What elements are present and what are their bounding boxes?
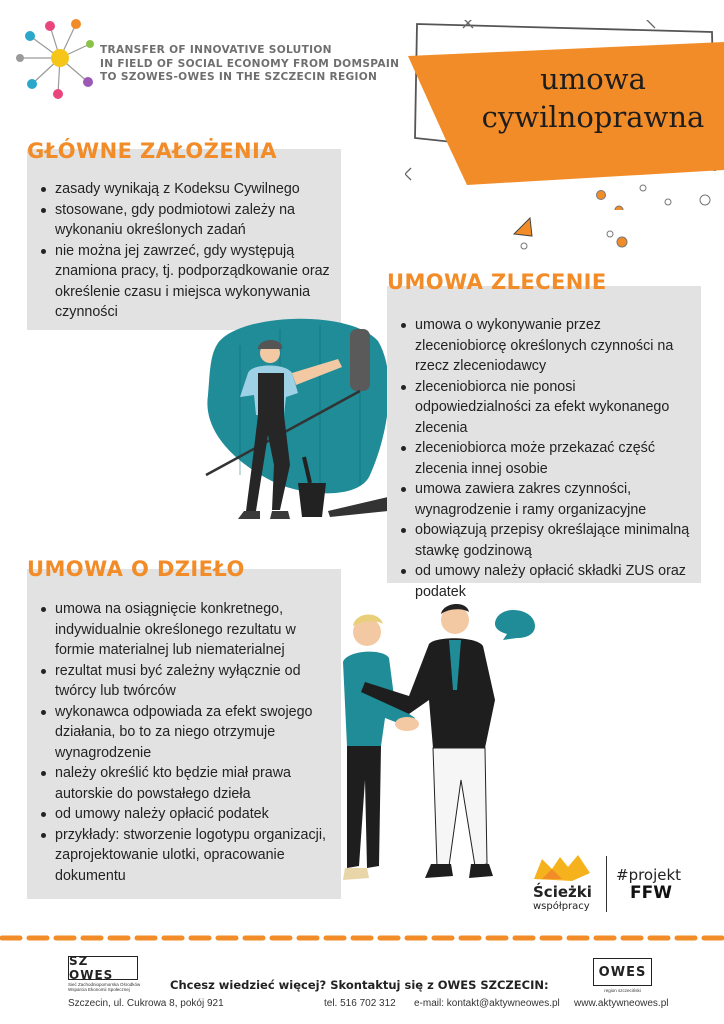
- footer-call-to-action: Chcesz wiedzieć więcej? Skontaktuj się z OWES SZCZECIN:: [170, 978, 549, 992]
- project-network-logo-icon: [10, 14, 96, 100]
- footer-phone[interactable]: tel. 516 702 312: [324, 998, 396, 1009]
- list-item: zleceniobiorca nie ponosi odpowiedzialności za efekt wykonanego zlecenia: [395, 377, 695, 439]
- section-main-principles: [27, 149, 341, 330]
- szowes-logo-subtitle: Sieć Zachodniopomorska Ośrodków Wsparcia Ekonomii Społecznej: [68, 982, 141, 992]
- projekt-ffw-label: FFW: [630, 883, 672, 903]
- list-item: wykonawca odpowiada za efekt swojego działania, bo to za niego otrzymuje wynagrodzenie: [35, 702, 335, 764]
- list-item: od umowy należy opłacić podatek: [35, 804, 335, 825]
- section-heading-work-contract: UMOWA O DZIEŁO: [27, 557, 245, 581]
- section-heading-commission-contract: UMOWA ZLECENIE: [387, 270, 607, 294]
- header-title-line: TO SZOWES-OWES IN THE SZCZECIN REGION: [100, 71, 378, 84]
- list-item: zasady wynikają z Kodeksu Cywilnego: [35, 179, 333, 200]
- project-header-title: [100, 44, 410, 85]
- list-item: zleceniobiorca może przekazać część zlecenia innej osobie: [395, 438, 695, 479]
- section-commission-contract: [387, 286, 701, 600]
- handshake-illustration: [325, 600, 535, 900]
- owes-logo: OWES: [593, 958, 652, 986]
- footer-website-link[interactable]: www.aktywneowes.pl: [574, 998, 669, 1009]
- header-title-line: IN FIELD OF SOCIAL ECONOMY FROM DOMSPAIN: [100, 57, 400, 70]
- title-line-2: cywilnoprawna: [481, 100, 705, 134]
- sciezki-logo-icon: [532, 853, 594, 883]
- projekt-hashtag: #projekt: [616, 866, 682, 884]
- dots-decoration-icon: [600, 228, 640, 256]
- header-title-line: TRANSFER OF INNOVATIVE SOLUTION: [100, 44, 332, 56]
- footer-address: Szczecin, ul. Cukrowa 8, pokój 921: [68, 998, 224, 1009]
- list-item: należy określić kto będzie miał prawa autorskie do powstałego dzieła: [35, 763, 335, 804]
- list-item: stosowane, gdy podmiotowi zależy na wykonaniu określonych zadań: [35, 200, 333, 241]
- list-item: nie można jej zawrzeć, gdy występują znamiona pracy, tj. podporządkowanie oraz określenie czasu i miejsca wykonywania czynności: [35, 241, 333, 323]
- list-item: przykłady: stworzenie logotypu organizacji, zaprojektowanie ulotki, opracowanie dokumentu: [35, 825, 335, 887]
- sciezki-logo-title: Ścieżki: [533, 883, 592, 901]
- list-item: obowiązują przepisy określające minimalną stawkę godzinową: [395, 520, 695, 561]
- section-work-contract: [27, 569, 341, 899]
- list-item: od umowy należy opłacić składki ZUS oraz podatek: [395, 561, 695, 602]
- commission-contract-list: [395, 315, 695, 602]
- work-contract-list: [35, 599, 335, 886]
- list-item: umowa o wykonywanie przez zleceniobiorcę określonych czynności na rzecz zleceniodawcy: [395, 315, 695, 377]
- sciezki-logo-subtitle: współpracy: [533, 901, 590, 912]
- title-line-1: umowa: [540, 62, 646, 96]
- brand-divider: [606, 856, 607, 912]
- main-principles-list: [35, 179, 333, 323]
- owes-logo-subtitle: region szczeciński: [604, 988, 641, 993]
- list-item: rezultat musi być zależny wyłącznie od twórcy lub twórców: [35, 661, 335, 702]
- list-item: umowa zawiera zakres czynności, wynagrodzenie i ramy organizacyjne: [395, 479, 695, 520]
- painter-illustration: [200, 315, 390, 530]
- triangle-decoration-icon: [508, 210, 548, 250]
- dashed-divider: [0, 934, 724, 942]
- section-heading-main-principles: GŁÓWNE ZAŁOŻENIA: [27, 139, 277, 163]
- footer-email[interactable]: e-mail: kontakt@aktywneowes.pl: [414, 998, 560, 1009]
- szowes-logo: SZ OWES: [68, 956, 138, 980]
- list-item: umowa na osiągnięcie konkretnego, indywidualnie określonego rezultatu w formie materialnej lub niematerialnej: [35, 599, 335, 661]
- document-title: [458, 60, 724, 136]
